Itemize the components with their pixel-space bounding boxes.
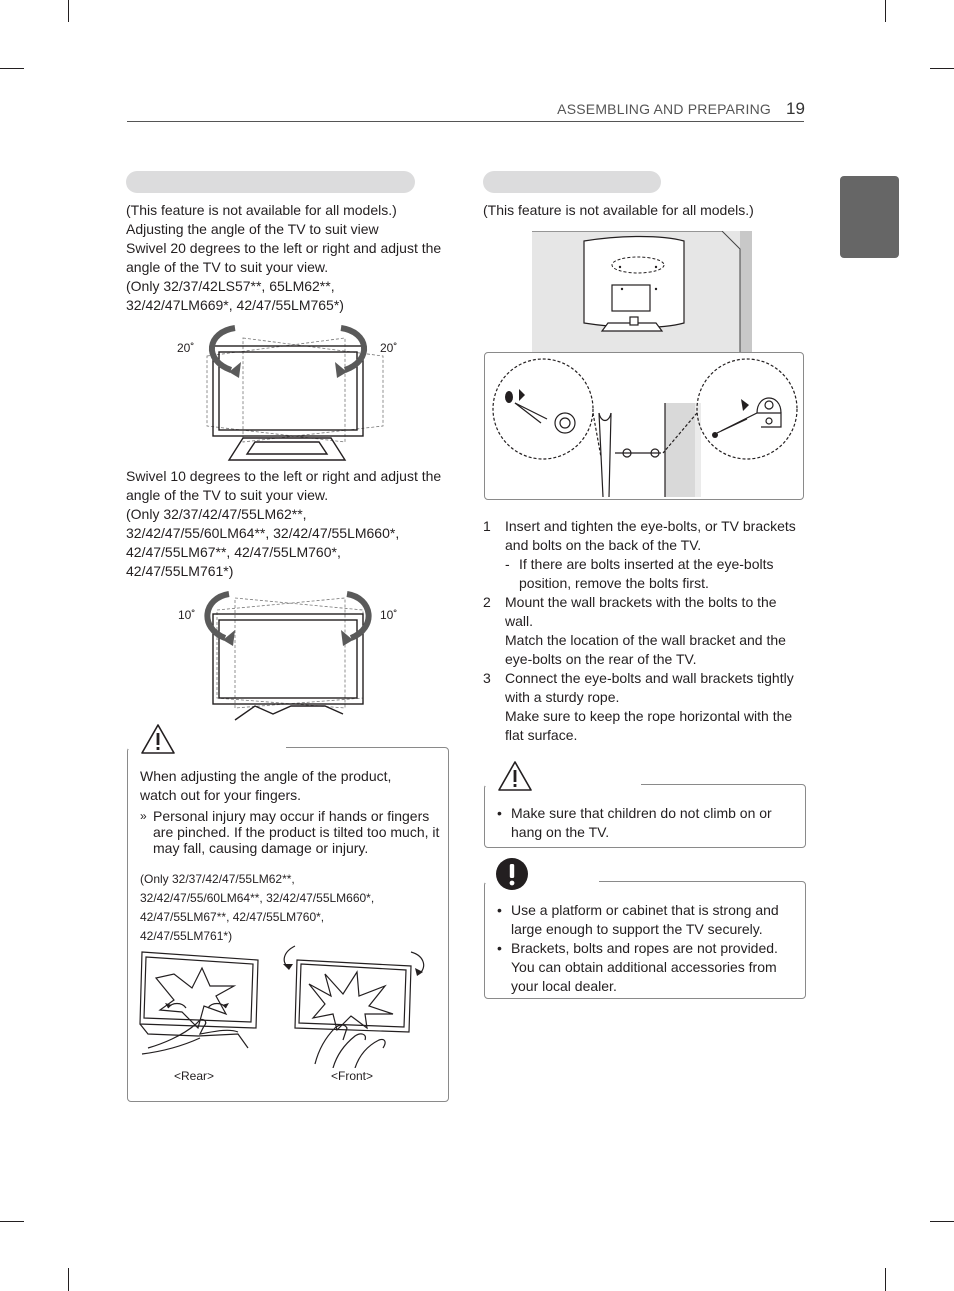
text-line: eye-bolts on the rear of the TV.	[505, 651, 697, 667]
bullet-marker: •	[497, 940, 502, 956]
text-line: and bolts on the back of the TV.	[505, 537, 702, 553]
step-item	[483, 517, 805, 593]
bullet-marker: »	[140, 809, 147, 823]
text-line: angle of the TV to suit your view.	[126, 259, 329, 275]
caution-content	[497, 804, 797, 842]
text-line: with a sturdy rope.	[505, 689, 620, 705]
section-heading-bar	[126, 171, 415, 193]
text-line: may fall, causing damage or injury.	[153, 840, 369, 856]
bullet-marker: •	[497, 902, 502, 918]
right-intro: (This feature is not available for all models.)	[483, 202, 754, 218]
text-line: Mount the wall brackets with the bolts to the	[505, 594, 777, 610]
step-number: 2	[483, 594, 491, 610]
crop-mark	[68, 1268, 69, 1291]
text-line: Personal injury may occur if hands or fingers	[153, 808, 430, 824]
exclamation-circle-icon	[494, 856, 530, 892]
caution-bullet	[140, 808, 447, 856]
angle-label-left: 10˚	[178, 608, 196, 622]
text-line: hang on the TV.	[511, 824, 610, 840]
text-line: If there are bolts inserted at the eye-bolts	[519, 556, 774, 572]
caution-bullet	[497, 804, 797, 842]
text-line: angle of the TV to suit your view.	[126, 487, 329, 503]
angle-label-right: 10˚	[380, 608, 398, 622]
crop-mark	[930, 1221, 954, 1222]
text-line: 42/47/55LM67**, 42/47/55LM760*,	[140, 910, 325, 924]
note-bullet	[497, 901, 797, 939]
crop-mark	[885, 0, 886, 22]
text-line: (This feature is not available for all models.)	[126, 202, 397, 218]
note-content	[497, 901, 797, 996]
sub-marker: -	[505, 556, 510, 572]
swivel-20-text	[126, 201, 456, 315]
text-line: Swivel 20 degrees to the left or right and adjust the	[126, 240, 442, 256]
header-rule	[127, 121, 804, 122]
step-number: 1	[483, 518, 491, 534]
text-line: are pinched. If the product is tilted too much, it	[153, 824, 440, 840]
swivel-10-illustration	[195, 588, 398, 723]
text-line: 32/42/47LM669*, 42/47/55LM765*)	[126, 297, 344, 313]
text-line: large enough to support the TV securely.	[511, 921, 763, 937]
crop-mark	[0, 68, 24, 69]
text-line: Brackets, bolts and ropes are not provided.	[511, 940, 778, 956]
warning-triangle-icon	[496, 759, 534, 793]
text-line: 32/42/47/55/60LM64**, 32/42/47/55LM660*,	[126, 525, 400, 541]
text-line: Insert and tighten the eye-bolts, or TV brackets	[505, 518, 796, 534]
crop-mark	[68, 0, 69, 22]
text-line: Connect the eye-bolts and wall brackets tightly	[505, 670, 794, 686]
text-line: flat surface.	[505, 727, 578, 743]
text-line: Use a platform or cabinet that is strong and	[511, 902, 779, 918]
tv-rear-wall-illustration	[532, 231, 752, 353]
text-line: position, remove the bolts first.	[519, 575, 709, 591]
text-line: your local dealer.	[511, 978, 617, 994]
text-line: Make sure to keep the rope horizontal with the	[505, 708, 793, 724]
text-line: 42/47/55LM761*)	[126, 563, 234, 579]
section-title: ASSEMBLING AND PREPARING	[557, 101, 771, 117]
note-bullet	[497, 939, 797, 996]
angle-label-right: 20˚	[380, 341, 398, 355]
step-sub-item	[505, 555, 805, 593]
text-line: You can obtain additional accessories from	[511, 959, 777, 975]
crop-mark	[885, 1268, 886, 1291]
step-item	[483, 669, 805, 745]
caption-rear: <Rear>	[174, 1069, 215, 1083]
text-line: (Only 32/37/42/47/55LM62**,	[126, 506, 307, 522]
text-line: 32/42/47/55/60LM64**, 32/42/47/55LM660*,	[140, 891, 375, 905]
section-heading-bar	[483, 171, 661, 193]
language-tab	[840, 176, 899, 258]
swivel-10-text	[126, 467, 456, 581]
angle-label-left: 20˚	[177, 341, 195, 355]
text-line: 42/47/55LM67**, 42/47/55LM760*,	[126, 544, 341, 560]
caption-front: <Front>	[331, 1069, 374, 1083]
text-line: Make sure that children do not climb on or	[511, 805, 772, 821]
warning-triangle-icon	[139, 722, 177, 756]
text-line: wall.	[505, 613, 534, 629]
text-line: 42/47/55LM761*)	[140, 929, 233, 943]
front-pinch-illustration	[275, 944, 431, 1068]
text-line: Swivel 10 degrees to the left or right and adjust the	[126, 468, 442, 484]
swivel-20-illustration	[195, 320, 398, 468]
bullet-marker: •	[497, 805, 502, 821]
caution-heading: watch out for your fingers.	[140, 787, 302, 803]
caution-heading: When adjusting the angle of the product,	[140, 768, 392, 784]
text-line: (Only 32/37/42/47/55LM62**,	[140, 872, 295, 886]
step-number: 3	[483, 670, 491, 686]
caution-content	[140, 767, 447, 946]
crop-mark	[930, 68, 954, 69]
crop-mark	[0, 1221, 24, 1222]
text-line: (Only 32/37/42LS57**, 65LM62**,	[126, 278, 335, 294]
caution-models	[140, 870, 447, 946]
text-line: Match the location of the wall bracket and the	[505, 632, 786, 648]
page-number: 19	[786, 99, 805, 118]
installation-steps	[483, 517, 805, 745]
rear-pinch-illustration	[138, 948, 262, 1058]
text-line: Adjusting the angle of the TV to suit view	[126, 221, 379, 237]
step-item	[483, 593, 805, 669]
eye-bolt-bracket-illustration	[485, 353, 801, 497]
